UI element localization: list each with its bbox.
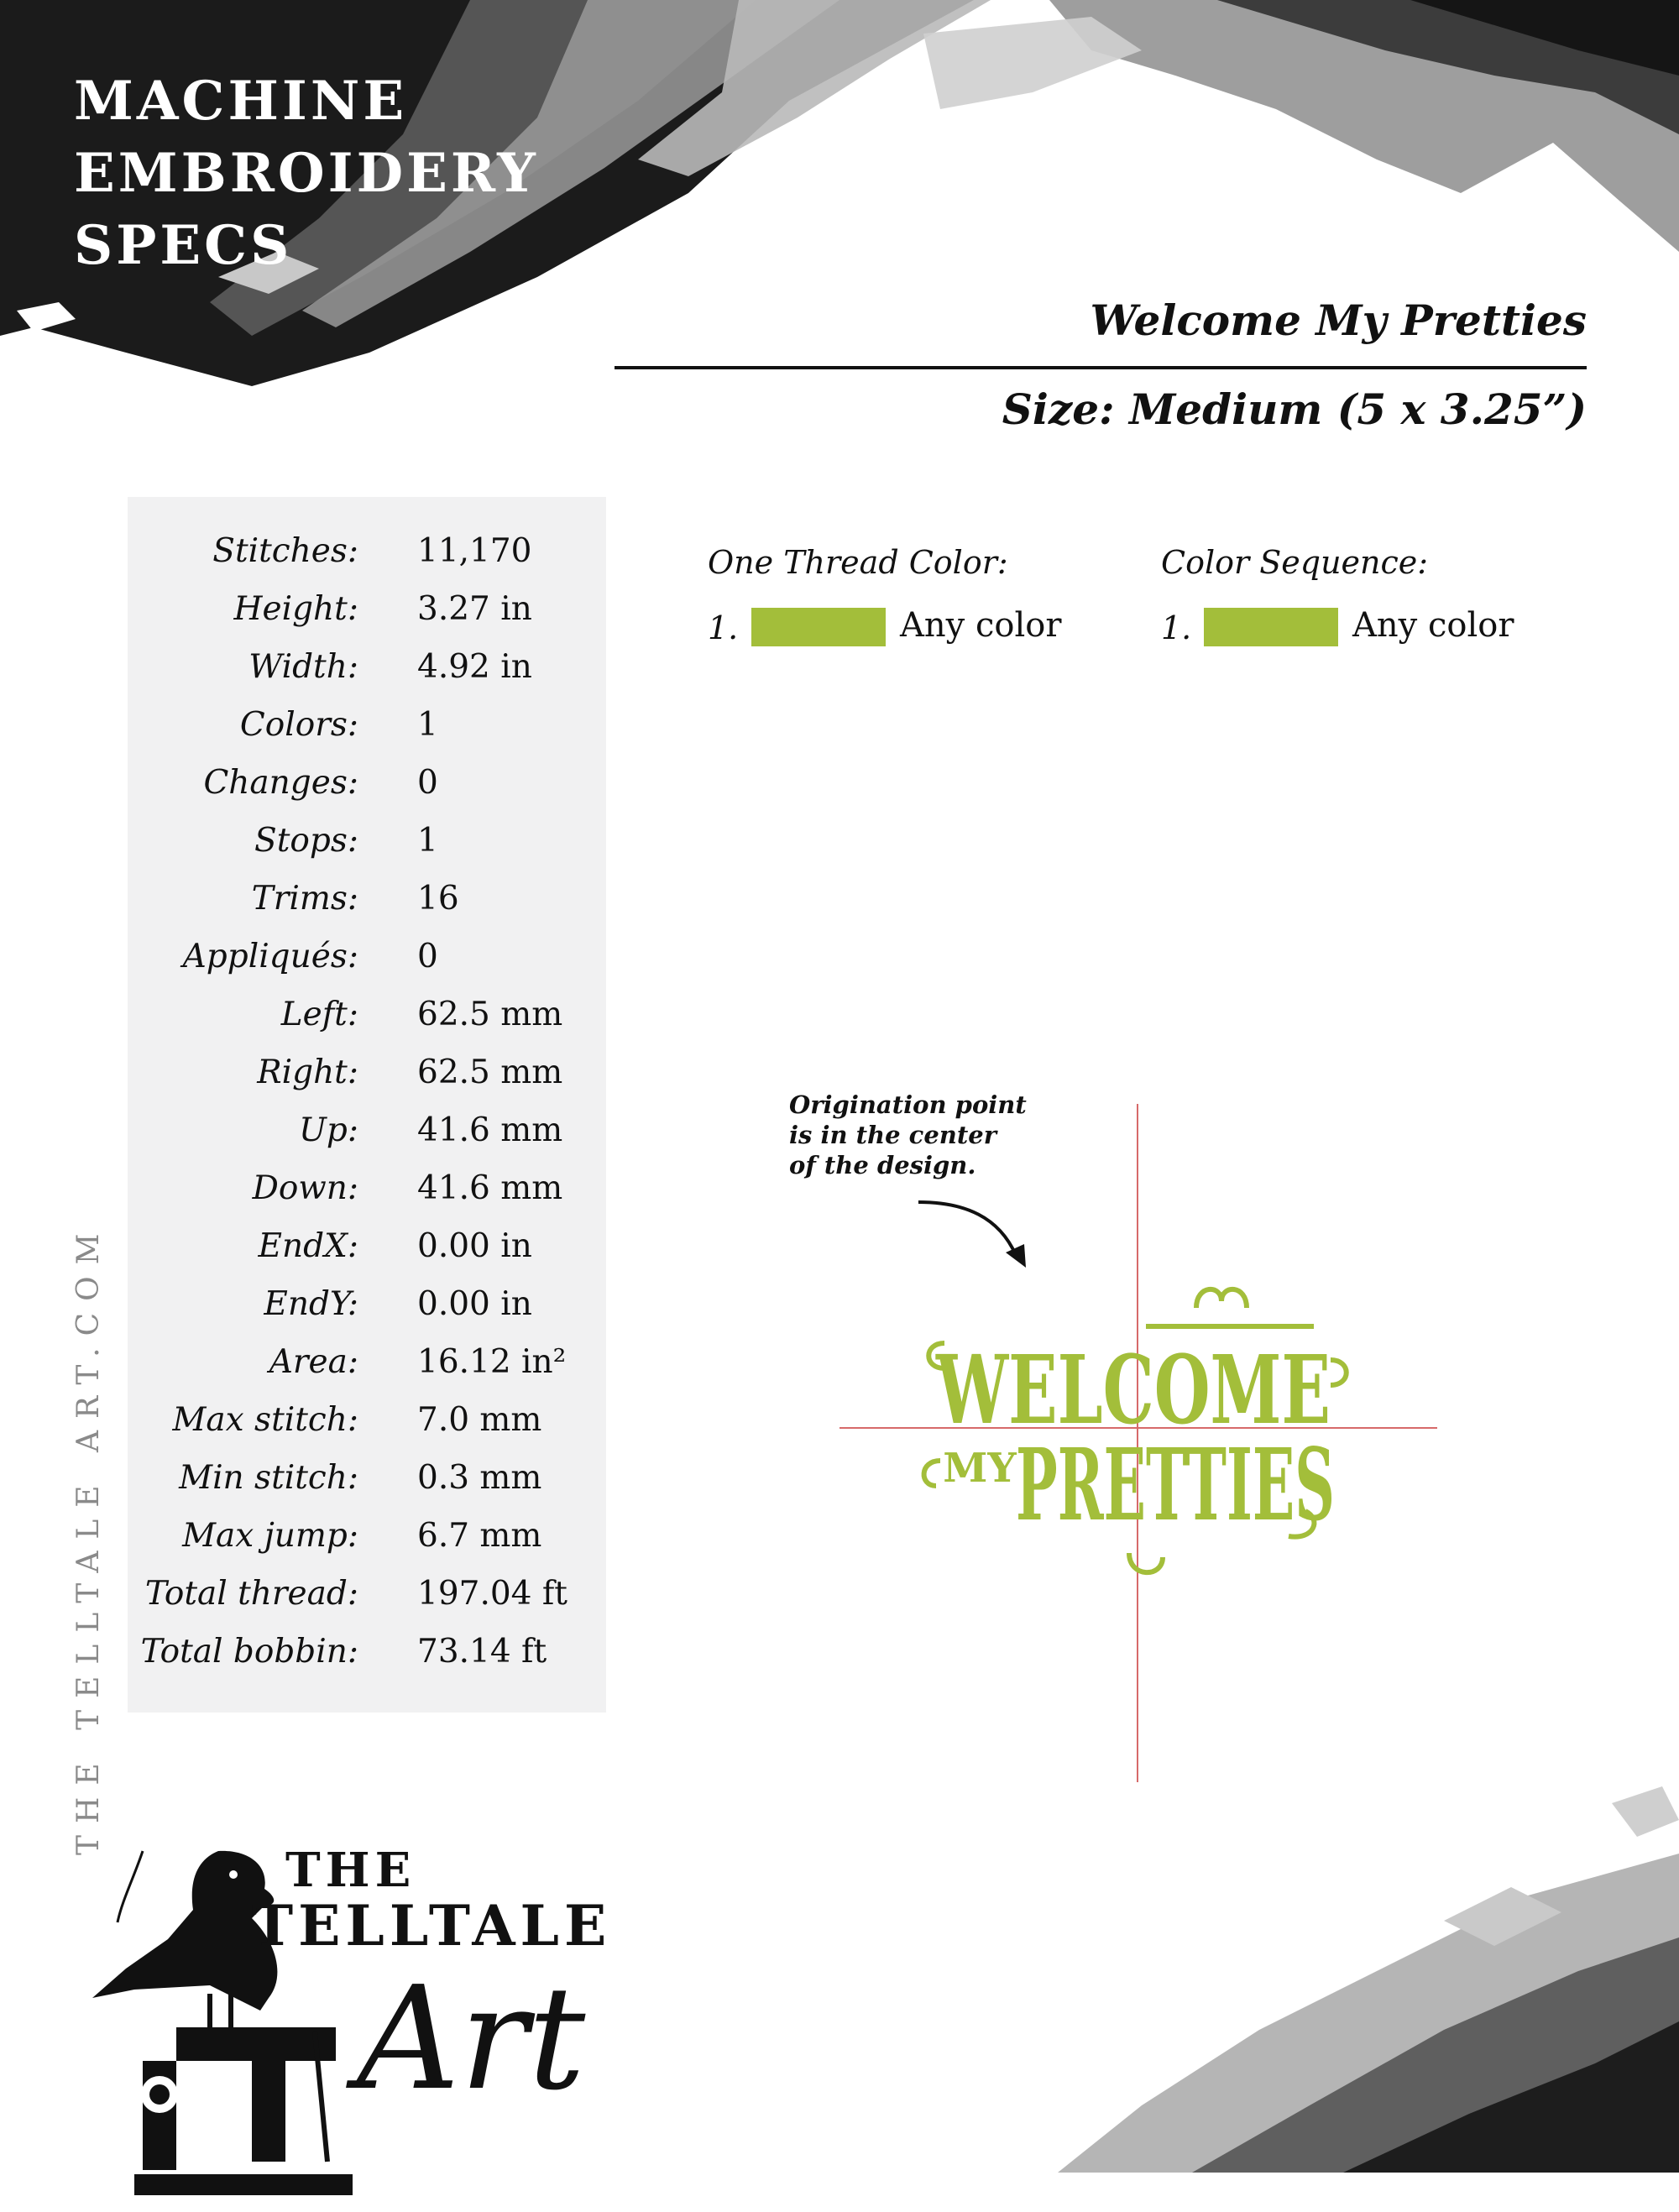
spec-value: 62.5 mm [417, 996, 563, 1033]
spec-row-max-stitch [128, 1401, 606, 1459]
spec-label: Appliqués: [182, 938, 358, 975]
spec-row-right [128, 1054, 606, 1111]
spec-label: Total bobbin: [140, 1633, 358, 1671]
spec-label: EndY: [264, 1285, 358, 1323]
design-text-my: MY [943, 1445, 1017, 1492]
spec-value: 4.92 in [417, 648, 532, 686]
spec-value: 16 [417, 880, 459, 918]
header-divider [615, 366, 1587, 369]
thread-color-heading: One Thread Color: [708, 544, 1008, 581]
spec-label: Max jump: [182, 1517, 358, 1555]
title-line-1: MACHINE [74, 70, 408, 133]
spec-row-min-stitch [128, 1459, 606, 1517]
page-title [74, 65, 539, 282]
spec-value: 16.12 in² [417, 1343, 567, 1381]
design-name: Welcome My Pretties [1090, 295, 1587, 345]
spec-label: Area: [269, 1343, 358, 1381]
color-sequence-heading: Color Sequence: [1161, 544, 1429, 581]
origination-note [789, 1090, 1027, 1180]
thread-color-swatch [751, 608, 886, 646]
spec-value: 41.6 mm [417, 1169, 563, 1207]
color-sequence-label: Any color [1352, 606, 1514, 645]
logo-telltale-text: TELLTALE [252, 1893, 612, 1958]
spec-row-down [128, 1169, 606, 1227]
spec-row-appliques [128, 938, 606, 996]
spec-label: Stops: [254, 822, 358, 860]
spec-value: 197.04 ft [417, 1575, 568, 1613]
spec-row-height [128, 590, 606, 648]
spec-row-changes [128, 764, 606, 822]
footer-brush-background [923, 1753, 1679, 2173]
spec-row-up [128, 1111, 606, 1169]
spec-row-left [128, 996, 606, 1054]
note-line-1: Origination point [789, 1090, 1027, 1119]
design-size: Size: Medium (5 x 3.25”) [1002, 384, 1587, 434]
spec-label: Trims: [251, 880, 358, 918]
note-line-2: is in the center [789, 1121, 996, 1149]
spec-row-trims [128, 880, 606, 938]
design-text-pretties: PRETTIES [1016, 1426, 1335, 1543]
spec-value: 3.27 in [417, 590, 532, 628]
spec-row-endx [128, 1227, 606, 1285]
spec-value: 0.00 in [417, 1285, 532, 1323]
spec-label: Max stitch: [172, 1401, 358, 1439]
spec-label: EndX: [258, 1227, 358, 1265]
spec-value: 0 [417, 764, 438, 802]
spec-value: 1 [417, 822, 438, 860]
spec-row-total-bobbin [128, 1633, 606, 1691]
spec-label: Changes: [203, 764, 358, 802]
spec-value: 1 [417, 706, 438, 744]
logo-the-text: THE [285, 1843, 416, 1898]
spec-value: 7.0 mm [417, 1401, 542, 1439]
side-website-text: THE TELLTALE ART.COM [71, 1221, 106, 1855]
spec-row-colors [128, 706, 606, 764]
spec-row-total-thread [128, 1575, 606, 1633]
spec-label: Width: [248, 648, 358, 686]
design-text-welcome: WELCOME [935, 1336, 1331, 1446]
color-sequence-swatch [1204, 608, 1338, 646]
spec-label: Stitches: [212, 532, 358, 570]
thread-color-number: 1. [708, 609, 739, 646]
spec-label: Min stitch: [179, 1459, 358, 1497]
thread-color-label: Any color [900, 606, 1062, 645]
color-sequence-number: 1. [1161, 609, 1192, 646]
spec-label: Colors: [239, 706, 358, 744]
spec-value: 62.5 mm [417, 1054, 563, 1091]
spec-label: Height: [233, 590, 358, 628]
title-line-3: SPECS [74, 214, 293, 277]
spec-value: 0.00 in [417, 1227, 532, 1265]
spec-label: Total thread: [144, 1575, 358, 1613]
spec-label: Right: [257, 1054, 358, 1091]
spec-label: Up: [299, 1111, 358, 1149]
spec-row-endy [128, 1285, 606, 1343]
spec-value: 0 [417, 938, 438, 975]
spec-row-area [128, 1343, 606, 1401]
spec-row-max-jump [128, 1517, 606, 1575]
spec-row-width [128, 648, 606, 706]
specs-panel [128, 497, 606, 1713]
spec-row-stitches [128, 532, 606, 590]
spec-row-stops [128, 822, 606, 880]
spec-label: Left: [280, 996, 358, 1033]
spec-value: 6.7 mm [417, 1517, 542, 1555]
note-line-3: of the design. [789, 1151, 976, 1179]
design-preview [919, 1276, 1356, 1578]
logo-art-text: Art [357, 1956, 586, 2122]
origination-arrow [915, 1184, 1049, 1276]
spec-value: 0.3 mm [417, 1459, 542, 1497]
title-line-2: EMBROIDERY [74, 142, 539, 205]
spec-value: 41.6 mm [417, 1111, 563, 1149]
spec-value: 11,170 [417, 532, 532, 570]
spec-label: Down: [252, 1169, 358, 1207]
spec-value: 73.14 ft [417, 1633, 547, 1671]
